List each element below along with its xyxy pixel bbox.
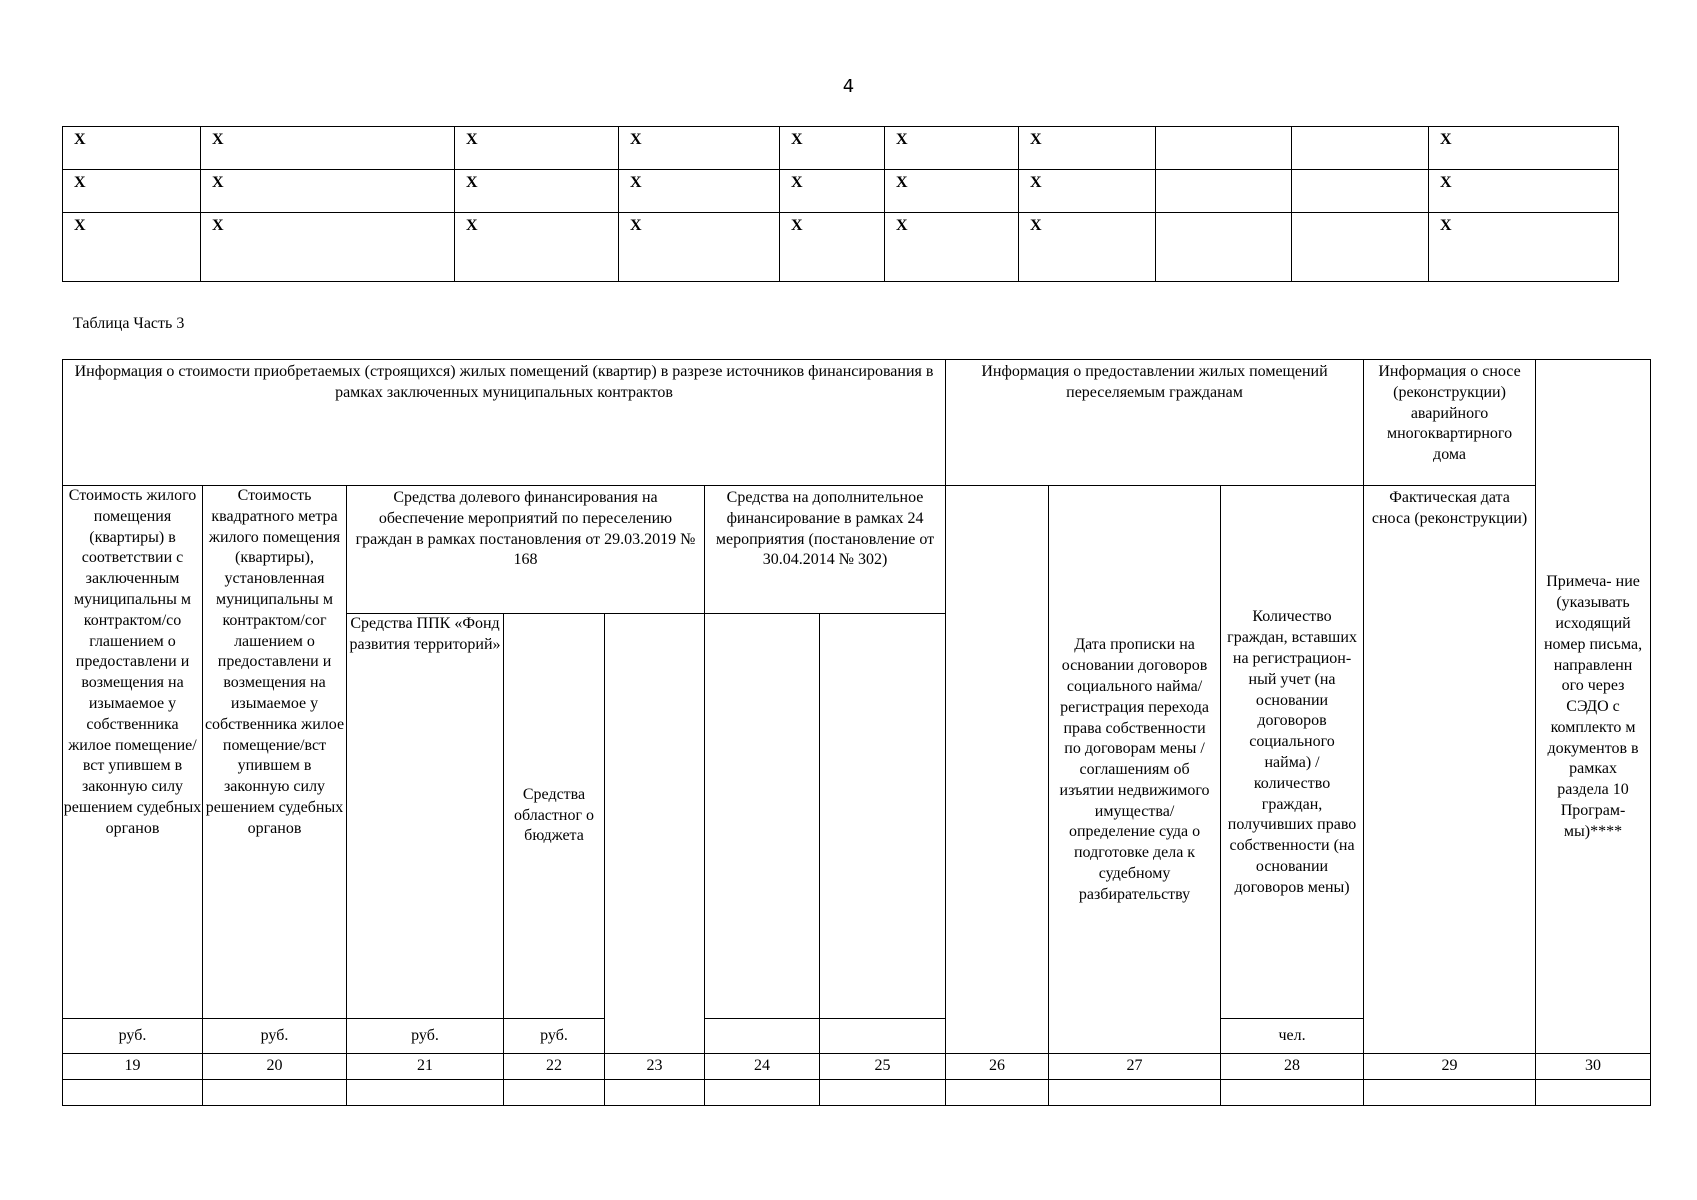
unit-c25 bbox=[820, 1019, 946, 1054]
unit-c20: руб. bbox=[203, 1019, 347, 1054]
group-demolition-header: Информация о сносе (реконструкции) аварийного многоквартирного дома bbox=[1364, 360, 1536, 486]
column-number: 28 bbox=[1221, 1054, 1364, 1080]
column-number: 25 bbox=[820, 1054, 946, 1080]
table-cell: Х bbox=[1429, 170, 1619, 213]
table-cell bbox=[504, 1080, 605, 1106]
table-cell bbox=[705, 1080, 820, 1106]
col23-header bbox=[605, 614, 705, 1054]
table-row bbox=[63, 213, 1619, 282]
col19-header: Стоимость жилого помещения (квартиры) в соответствии с заключенным муниципальны м контрактом/со глашением о предоставлени и возмещения на изымаемое у собственника жилое помещение/вст упившем в законную силу решением судебных органов bbox=[63, 486, 203, 1019]
table-cell: Х bbox=[780, 127, 885, 170]
table-cell: Х bbox=[1429, 127, 1619, 170]
column-number: 23 bbox=[605, 1054, 705, 1080]
table-caption: Таблица Часть 3 bbox=[73, 315, 185, 332]
col30-header: Примеча- ние (указывать исходящий номер письма, направленн ого через СЭДО с комплекто м документов в рамках раздела 10 Програм- мы)**** bbox=[1536, 360, 1651, 1054]
table-cell: Х bbox=[780, 170, 885, 213]
table-cell bbox=[1364, 1080, 1536, 1106]
column-number-row bbox=[63, 1054, 1651, 1080]
table-cell bbox=[1292, 127, 1429, 170]
col29-header: Фактическая дата сноса (реконструкции) bbox=[1364, 486, 1536, 1054]
table-cell: Х bbox=[63, 213, 201, 282]
page-number: 4 bbox=[842, 76, 855, 97]
table-cell: Х bbox=[780, 213, 885, 282]
table-cell bbox=[1049, 1080, 1221, 1106]
table-cell bbox=[1156, 127, 1292, 170]
table-cell bbox=[347, 1080, 504, 1106]
column-number: 19 bbox=[63, 1054, 203, 1080]
table-cell: Х bbox=[885, 170, 1019, 213]
unit-c22: руб. bbox=[504, 1019, 605, 1054]
table-cell: Х bbox=[1019, 170, 1156, 213]
unit-c24 bbox=[705, 1019, 820, 1054]
col27-header: Дата прописки на основании договоров социального найма/регистрация перехода права собственности по договорам мены /соглашениям об изъятии недвижимого имущества/ определение суда о подготовке дела к судебному разбирательству bbox=[1049, 486, 1221, 1054]
group-cost-header: Информация о стоимости приобретаемых (строящихся) жилых помещений (квартир) в разрезе источников финансирования в рамках заключенных муниципальных контрактов bbox=[63, 360, 946, 486]
table-cell: Х bbox=[885, 213, 1019, 282]
table-cell bbox=[1221, 1080, 1364, 1106]
table-row bbox=[63, 170, 1619, 213]
table-cell: Х bbox=[619, 170, 780, 213]
column-number: 26 bbox=[946, 1054, 1049, 1080]
table-cell: Х bbox=[619, 127, 780, 170]
table-cell bbox=[1292, 213, 1429, 282]
table-cell bbox=[605, 1080, 705, 1106]
empty-data-row bbox=[63, 1080, 1651, 1106]
table-cell bbox=[63, 1080, 203, 1106]
table-cell: Х bbox=[63, 127, 201, 170]
column-number: 20 bbox=[203, 1054, 347, 1080]
col21-header: Средства ППК «Фонд развития территорий» bbox=[347, 614, 504, 1019]
table-cell: Х bbox=[1429, 213, 1619, 282]
table-cell: Х bbox=[201, 170, 455, 213]
column-number: 22 bbox=[504, 1054, 605, 1080]
table-cell bbox=[1292, 170, 1429, 213]
col28-header: Количество граждан, вставших на регистрацион- ный учет (на основании договоров социального найма) / количество граждан, получивших право собственности (на основании договоров мены) bbox=[1221, 486, 1364, 1019]
table-row bbox=[63, 127, 1619, 170]
table-cell bbox=[203, 1080, 347, 1106]
header-row-groups bbox=[63, 360, 1651, 486]
table-cell: Х bbox=[885, 127, 1019, 170]
header-row-sub bbox=[63, 486, 1651, 614]
col24-header bbox=[705, 614, 820, 1019]
table-cell bbox=[946, 1080, 1049, 1106]
unit-c19: руб. bbox=[63, 1019, 203, 1054]
unit-c21: руб. bbox=[347, 1019, 504, 1054]
column-number: 29 bbox=[1364, 1054, 1536, 1080]
column-number: 27 bbox=[1049, 1054, 1221, 1080]
unit-c28: чел. bbox=[1221, 1019, 1364, 1054]
table-cell bbox=[1156, 170, 1292, 213]
col22-header: Средства областног о бюджета bbox=[504, 614, 605, 1019]
part3-table bbox=[62, 359, 1651, 1106]
table-cell bbox=[820, 1080, 946, 1106]
column-number: 21 bbox=[347, 1054, 504, 1080]
table-cell: Х bbox=[619, 213, 780, 282]
col26-header bbox=[946, 486, 1049, 1054]
group-provision-header: Информация о предоставлении жилых помещений переселяемым гражданам bbox=[946, 360, 1364, 486]
additional-financing-header: Средства на дополнительное финансирование в рамках 24 мероприятия (постановление от 30.04.2014 № 302) bbox=[705, 486, 946, 614]
column-number: 24 bbox=[705, 1054, 820, 1080]
table-cell: Х bbox=[1019, 127, 1156, 170]
col20-header: Стоимость квадратного метра жилого помещения (квартиры), установленная муниципальны м контрактом/сог лашением о предоставлени и возмещения на изымаемое у собственника жилое помещение/вст упившем в законную силу решением судебных органов bbox=[203, 486, 347, 1019]
table-cell: Х bbox=[201, 127, 455, 170]
table-cell: Х bbox=[455, 170, 619, 213]
table-cell: Х bbox=[455, 213, 619, 282]
table-cell: Х bbox=[1019, 213, 1156, 282]
table-cell: Х bbox=[201, 213, 455, 282]
table-cell: Х bbox=[455, 127, 619, 170]
table-cell bbox=[1536, 1080, 1651, 1106]
table-cell: Х bbox=[63, 170, 201, 213]
top-table bbox=[62, 126, 1619, 282]
equity-financing-header: Средства долевого финансирования на обеспечение мероприятий по переселению граждан в рамках постановления от 29.03.2019 № 168 bbox=[347, 486, 705, 614]
col25-header bbox=[820, 614, 946, 1019]
table-cell bbox=[1156, 213, 1292, 282]
column-number: 30 bbox=[1536, 1054, 1651, 1080]
